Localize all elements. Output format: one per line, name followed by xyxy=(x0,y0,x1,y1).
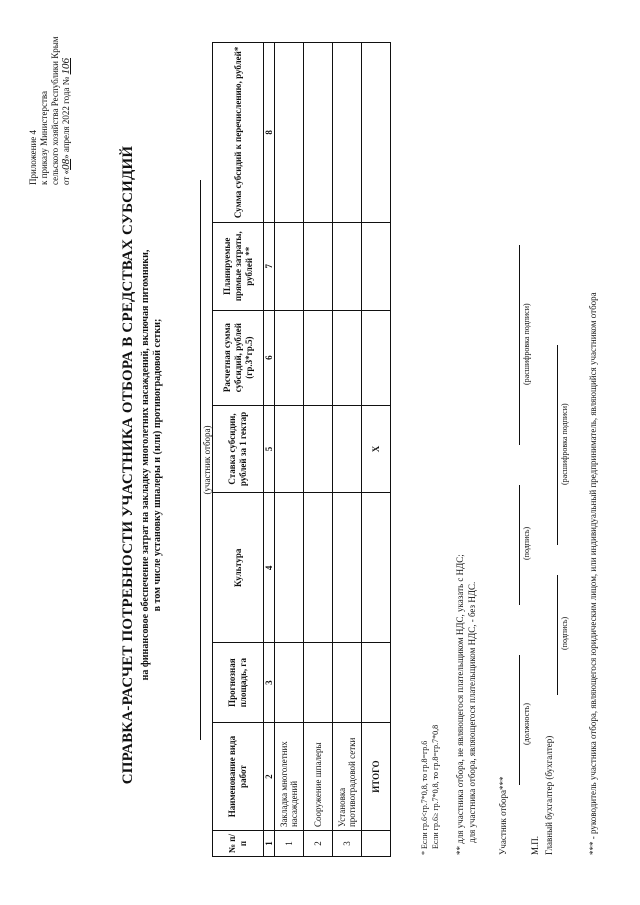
stamp-label: М.П. xyxy=(530,835,540,855)
total-subsidy-sum-cell[interactable] xyxy=(362,43,391,223)
header-cell: Наименование вида работ xyxy=(213,723,264,831)
accountant-signature-line[interactable] xyxy=(556,575,558,695)
rate-cell[interactable] xyxy=(333,405,362,493)
table-row xyxy=(333,43,362,857)
column-number: 1 xyxy=(264,831,275,857)
subsidy-table xyxy=(212,42,391,857)
footnote-3star: *** - руководитель участника отбора, являющегося юридическим лицом, или индивидуальный предприниматель, являющийся участником отбора xyxy=(588,292,598,855)
table-header-row xyxy=(213,43,264,857)
header-cell: Культура xyxy=(213,493,264,643)
total-crop-cell[interactable] xyxy=(362,493,391,643)
direct-costs-cell[interactable] xyxy=(275,222,304,310)
row-number: 2 xyxy=(304,831,333,857)
total-area-cell[interactable] xyxy=(362,643,391,723)
participant-fill-line xyxy=(192,180,201,740)
calc-sum-cell[interactable] xyxy=(304,310,333,405)
appendix-date xyxy=(61,15,72,185)
area-cell[interactable] xyxy=(304,643,333,723)
crop-cell[interactable] xyxy=(333,493,362,643)
participant-label: Участник отбора*** xyxy=(498,776,508,855)
column-number: 8 xyxy=(264,43,275,223)
column-number: 7 xyxy=(264,222,275,310)
participant-caption: (участник отбора) xyxy=(202,425,212,495)
work-type: Сооружение шпалеры xyxy=(304,723,333,831)
date-prefix: от « xyxy=(61,169,71,185)
subtitle-line-2: в том числе установку шпалеры и (или) противоградовой сетки; xyxy=(152,318,163,612)
accountant-label: Главный бухгалтер (бухгалтер) xyxy=(544,735,554,855)
subtitle-line-1: на финансовое обеспечение затрат на закладку многолетних насаждений, включая питомники, xyxy=(140,249,151,681)
document-subtitle xyxy=(140,65,164,865)
accountant-decoding-line[interactable] xyxy=(556,345,558,545)
column-number: 2 xyxy=(264,723,275,831)
work-type: Закладка многолетних насаждений xyxy=(275,723,304,831)
subsidy-sum-cell[interactable] xyxy=(275,43,304,223)
table-row xyxy=(275,43,304,857)
accountant-decoding-caption: (расшифровка подписи) xyxy=(560,403,569,485)
appendix-block xyxy=(28,15,72,185)
number-prefix: № xyxy=(61,76,71,86)
footnote-2star-2: для участника отбора, являющегося плательщиком НДС, - без НДС. xyxy=(467,581,477,843)
total-row xyxy=(362,43,391,857)
position-line[interactable] xyxy=(518,655,520,785)
footnote-star-2: Если гр.6≥ гр.7*0,8, то гр.8=гр.7*0,8 xyxy=(431,724,440,849)
document-title: СПРАВКА-РАСЧЕТ ПОТРЕБНОСТИ УЧАСТНИКА ОТБОРА В СРЕДСТВАХ СУБСИДИЙ xyxy=(120,145,136,785)
rate-cell[interactable] xyxy=(304,405,333,493)
crop-cell[interactable] xyxy=(275,493,304,643)
appendix-line-2: к приказу Министерства xyxy=(39,90,49,185)
appendix-line-3: сельского хозяйства Республики Крым xyxy=(50,36,60,185)
total-rate-mark: Х xyxy=(362,405,391,493)
column-number: 5 xyxy=(264,405,275,493)
position-caption: (должность) xyxy=(522,703,531,745)
column-number: 3 xyxy=(264,643,275,723)
appendix-line-1: Приложение 4 xyxy=(28,129,38,185)
total-label: ИТОГО xyxy=(362,723,391,831)
date-day: 08 xyxy=(60,158,72,170)
column-number: 4 xyxy=(264,493,275,643)
date-mid: » апреля 2022 года xyxy=(61,87,71,159)
accountant-signature-caption: (подпись) xyxy=(560,616,569,650)
area-cell[interactable] xyxy=(333,643,362,723)
work-type: Установка противоградовой сетки xyxy=(333,723,362,831)
rate-cell[interactable] xyxy=(275,405,304,493)
row-number: 1 xyxy=(275,831,304,857)
column-number: 6 xyxy=(264,310,275,405)
footnote-star-1: * Если гр.6<гр.7*0,8, то гр.8=гр.6 xyxy=(420,740,429,855)
decoding-line[interactable] xyxy=(518,245,520,445)
footnote-2star-1: ** для участника отбора, не являющегося плательщиком НДС, указать с НДС; xyxy=(455,554,465,855)
header-cell: Сумма субсидий к перечислению, рублей* xyxy=(213,43,264,223)
header-cell: Прогнозная площадь, га xyxy=(213,643,264,723)
header-cell: № п/п xyxy=(213,831,264,857)
subsidy-sum-cell[interactable] xyxy=(333,43,362,223)
signature-caption: (подпись) xyxy=(522,526,531,560)
column-number-row xyxy=(264,43,275,857)
table-row xyxy=(304,43,333,857)
header-cell: Планируемые прямые затраты, рублей ** xyxy=(213,222,264,310)
total-direct-costs-cell[interactable] xyxy=(362,222,391,310)
header-cell: Расчетная сумма субсидий, рублей (гр.3*гр.5) xyxy=(213,310,264,405)
decoding-caption: (расшифровка подписи) xyxy=(522,303,531,385)
area-cell[interactable] xyxy=(275,643,304,723)
total-empty-cell xyxy=(362,831,391,857)
calc-sum-cell[interactable] xyxy=(333,310,362,405)
header-cell: Ставка субсидии, рублей за 1 гектар xyxy=(213,405,264,493)
crop-cell[interactable] xyxy=(304,493,333,643)
subsidy-sum-cell[interactable] xyxy=(304,43,333,223)
row-number: 3 xyxy=(333,831,362,857)
total-calc-sum-cell[interactable] xyxy=(362,310,391,405)
order-number: 106 xyxy=(60,57,72,75)
calc-sum-cell[interactable] xyxy=(275,310,304,405)
direct-costs-cell[interactable] xyxy=(333,222,362,310)
signature-line[interactable] xyxy=(518,485,520,605)
direct-costs-cell[interactable] xyxy=(304,222,333,310)
